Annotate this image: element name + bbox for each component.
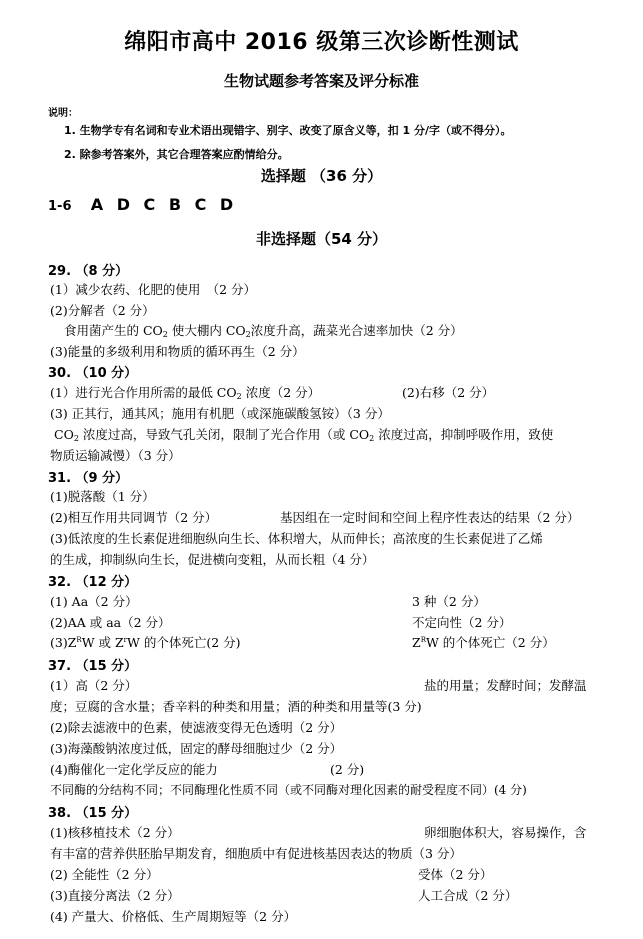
q37-line-5a: (4)酶催化一定化学反应的能力 [50, 762, 218, 777]
q37-heading: 37. （15 分） [48, 659, 138, 674]
q37-line-2: 度；豆腐的含水量；香辛料的种类和用量；酒的种类和用量等(3 分) [50, 699, 422, 714]
q38-line-3a: (2) 全能性（2 分） [50, 867, 159, 882]
q31-line-2b: 基因组在一定时间和空间上程序性表达的结果（2 分） [280, 510, 580, 525]
q29-line-4: (3)能量的多级利用和物质的循环再生（2 分） [50, 344, 305, 359]
q38-line-1a: (1)核移植技术（2 分） [50, 825, 180, 840]
q37-line-1b: 盐的用量；发酵时间；发酵温 [424, 678, 587, 693]
mc-answers-row [48, 195, 237, 214]
notes-label: 说明： [48, 108, 78, 119]
q37-line-1a: (1）高（2 分） [50, 678, 138, 693]
q30-line-3: $CO_2$ 浓度过高，导致气孔关闭，限制了光合作用（或 $CO_2$ 浓度过高，抑制呼吸作用，致使 [54, 427, 554, 443]
q29-line-1: (1）减少农药、化肥的使用 （2 分） [50, 282, 257, 297]
q31-line-3: (3)低浓度的生长素促进细胞纵向生长、体积增大，从而伸长；高浓度的生长素促进了乙烯 [50, 531, 543, 546]
q29-line-2: (2)分解者（2 分） [50, 303, 155, 318]
q31-heading: 31. （9 分） [48, 471, 129, 486]
q38-heading: 38. （15 分） [48, 806, 138, 821]
q30-line-4: 物质运输减慢）（3 分） [50, 448, 181, 463]
q30-line-2: (3) 正其行，通其风；施用有机肥（或深施碳酸氢铵）（3 分） [50, 406, 390, 421]
essay-section-heading: 非选择题（54 分） [255, 230, 388, 248]
q32-line-3a: $(3)Z^RW$ 或 $Z^rW$ 的个体死亡(2 分) [50, 635, 241, 650]
q32-line-2b: 不定向性（2 分） [412, 615, 512, 630]
mc-section-heading: 选择题 （36 分） [260, 167, 383, 185]
q32-line-2a: (2)AA 或 aa（2 分） [50, 615, 171, 630]
page-title: 绵阳市高中 2016 级第三次诊断性测试 [124, 30, 519, 55]
q37-line-4: (3)海藻酸钠浓度过低，固定的酵母细胞过少（2 分） [50, 741, 343, 756]
q38-line-5: (4) 产量大、价格低、生产周期短等（2 分） [50, 909, 297, 924]
note-item-2: 2. 除参考答案外，其它合理答案应酌情给分。 [64, 148, 289, 161]
q38-line-4a: (3)直接分离法（2 分） [50, 888, 180, 903]
q29-heading: 29. （8 分） [48, 264, 129, 279]
mc-answers: A D C B C D [90, 195, 238, 214]
q32-heading: 32. （12 分） [48, 575, 138, 590]
q29-line-3: 食用菌产生的 $CO_2$ 使大棚内 $CO_2$浓度升高，蔬菜光合速率加快（2 分） [64, 323, 463, 339]
q30-line-1: (1）进行光合作用所需的最低 $CO_2$ 浓度（2 分） [50, 385, 321, 401]
q38-line-4b: 人工合成（2 分） [418, 888, 518, 903]
q37-line-5b: (2 分) [330, 762, 365, 777]
q32-line-3b: $Z^RW$ 的个体死亡（2 分） [412, 635, 555, 650]
q38-line-2: 有丰富的营养供胚胎早期发育，细胞质中有促进核基因表达的物质（3 分） [50, 846, 462, 861]
q30-line-1-right: (2)右移（2 分） [402, 385, 495, 400]
q31-line-1: (1)脱落酸（1 分） [50, 489, 155, 504]
q37-line-6: 不同酶的分结构不同；不同酶理化性质不同（或不同酶对理化因素的耐受程度不同）(4 分) [50, 783, 527, 797]
q31-line-2a: (2)相互作用共同调节（2 分） [50, 510, 218, 525]
q32-line-1b: 3 种（2 分） [412, 594, 486, 609]
q38-line-1b: 卵细胞体积大，容易操作，含 [424, 825, 587, 840]
note-item-1: 1. 生物学专有名词和专业术语出现错字、别字、改变了原含义等，扣 1 分/字（或不得分）。 [64, 124, 512, 137]
page-subtitle: 生物试题参考答案及评分标准 [223, 72, 419, 90]
q31-line-4: 的生成，抑制纵向生长，促进横向变粗，从而长粗（4 分） [50, 552, 375, 567]
q30-heading: 30. （10 分） [48, 366, 138, 381]
mc-range: 1-6 [48, 199, 72, 214]
q32-line-1a: (1) Aa（2 分） [50, 594, 138, 609]
q37-line-3: (2)除去滤液中的色素，使滤液变得无色透明（2 分） [50, 720, 343, 735]
q38-line-3b: 受体（2 分） [418, 867, 493, 882]
